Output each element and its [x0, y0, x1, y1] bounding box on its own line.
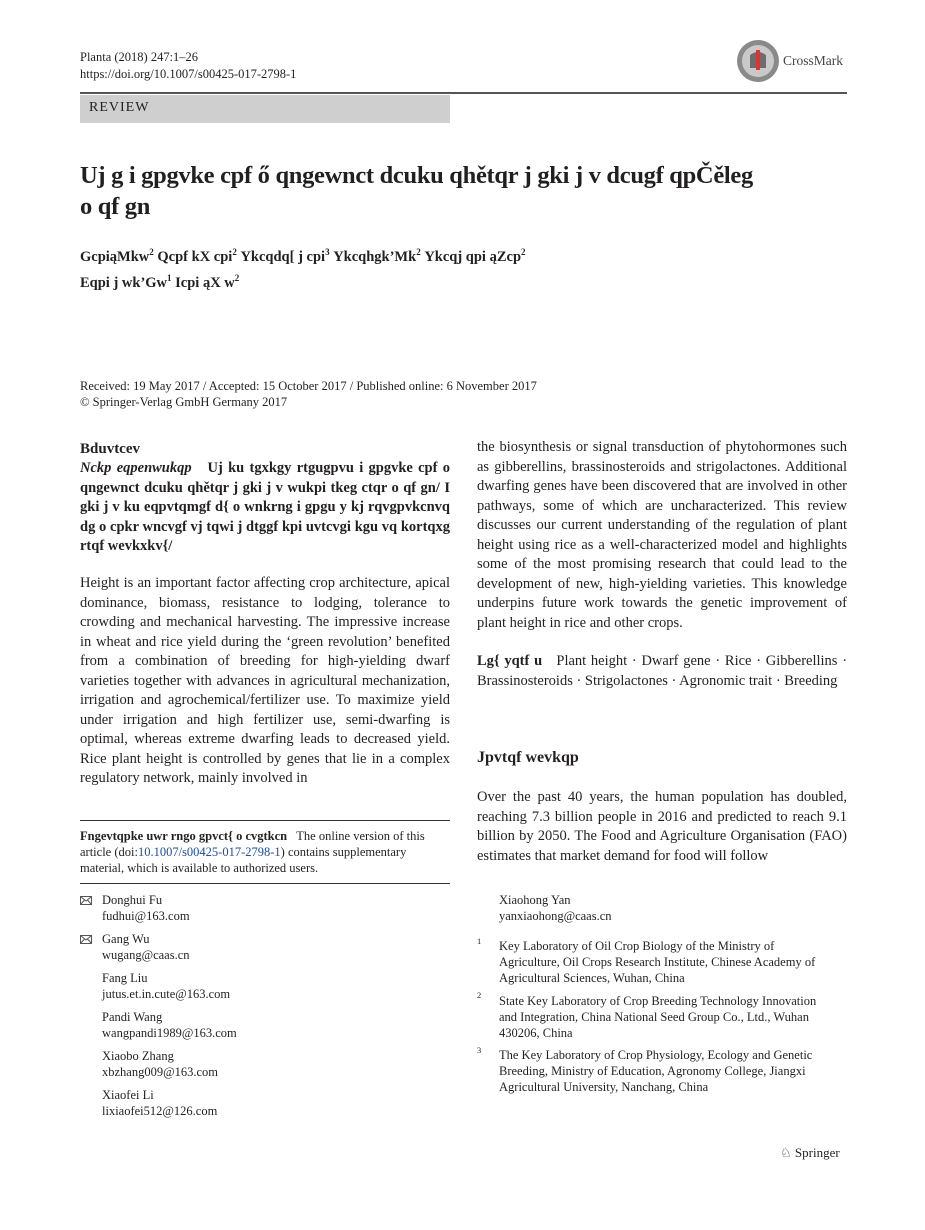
- article-title: [80, 160, 800, 222]
- envelope-icon[interactable]: [80, 935, 92, 944]
- keywords-text: Plant height · Dwarf gene · Rice · Gibberellins · Brassinosteroids · Strigolactones · Agronomic trait · Breeding: [477, 653, 848, 689]
- section-label: REVIEW: [89, 100, 150, 115]
- contact-yan: [499, 892, 612, 924]
- contact-email[interactable]: wugang@caas.cn: [102, 948, 190, 962]
- contact-email[interactable]: xbzhang009@163.com: [102, 1065, 219, 1079]
- introduction-heading: Jpvtqf wevkqp: [477, 749, 579, 766]
- copyright: © Springer-Verlag GmbH Germany 2017: [80, 395, 288, 409]
- contact-fu: [102, 892, 190, 924]
- affiliation-number: 3: [477, 1045, 482, 1055]
- keywords-label: Lg{ yqtf u: [477, 653, 543, 669]
- supplementary-label: Fngevtqpke uwr rngo gpvct{ o cvgtkcn: [80, 829, 288, 843]
- contact-email[interactable]: fudhui@163.com: [102, 909, 190, 923]
- supplementary-text-b: ) contains supplementary material, which is available to authorized users.: [80, 845, 407, 875]
- journal-citation: Planta (2018) 247:1–26: [80, 50, 199, 64]
- springer-horse-icon: ♘: [780, 1145, 792, 1160]
- supplementary-doi-link[interactable]: 10.1007/s00425-017-2798-1: [137, 845, 281, 859]
- contact-name: Donghui Fu: [102, 893, 163, 907]
- affiliation-number: 2: [477, 990, 482, 1000]
- contact-liu: [102, 970, 230, 1002]
- contact-name: Xiaofei Li: [102, 1088, 154, 1102]
- footnote-rule: [80, 820, 450, 821]
- contact-name: Gang Wu: [102, 932, 150, 946]
- crossmark-badge[interactable]: [735, 38, 847, 84]
- affiliation-number: 1: [477, 936, 482, 946]
- publisher-logo: [780, 1145, 840, 1161]
- crossmark-label: CrossMark: [783, 53, 843, 68]
- affiliation-2: State Key Laboratory of Crop Breeding Technology Innovation and Integration, China National Seed Group Co., Ltd., Wuhan 430206, China: [499, 994, 817, 1040]
- contact-zhang: [102, 1048, 218, 1080]
- contact-name: Fang Liu: [102, 971, 148, 985]
- authors-line-1: GcpiąMkw$^2$ Qcpf kX cpi$^2$ Ykcqdq[ j cpi$^3$ Ykcqhgk’Mk$^2$ Ykcqj qpi ąZcp$^2$: [80, 247, 526, 265]
- title-line-2: o qf gn: [80, 193, 151, 220]
- header-rule: [80, 92, 847, 94]
- contact-email[interactable]: yanxiaohong@caas.cn: [499, 909, 612, 923]
- contact-email[interactable]: jutus.et.in.cute@163.com: [102, 987, 231, 1001]
- main-conclusion-text: Uj ku tgxkgy rtgugpvu i gpgvke cpf o qngewnct dcuku qhětqr j gki j v wukpi tkeg ctqr o qf gn/ I gki j v ku eqpvtqmgf d{ o wnkrng i gpgu y kj rqvgpvkcnvq dg o cpkr wncvgf vj tqwi j dtggf kpi uvtcvgi kgu vq kortqxg rtqf wevkxkv{/: [80, 460, 450, 554]
- main-conclusion-label: Nckp eqpenwukqp: [80, 460, 192, 476]
- received-accepted-published: Received: 19 May 2017 / Accepted: 15 October 2017 / Published online: 6 November 2017: [80, 379, 537, 393]
- contact-name: Pandi Wang: [102, 1010, 163, 1024]
- keywords: [477, 652, 847, 691]
- envelope-icon[interactable]: [80, 896, 92, 905]
- author-list: [80, 242, 700, 294]
- contact-wu: [102, 931, 190, 963]
- contact-li: [102, 1087, 217, 1119]
- abstract-heading: Bduvtcev: [80, 441, 140, 457]
- abstract-main-conclusion: [80, 459, 450, 557]
- contact-email[interactable]: wangpandi1989@163.com: [102, 1026, 237, 1040]
- publisher-name: Springer: [794, 1145, 840, 1160]
- title-line-1: Uj g i gpgvke cpf ő qngewnct dcuku qhětqr j gki j v dcugf qpČěleg: [80, 162, 753, 189]
- contact-name: Xiaohong Yan: [499, 893, 571, 907]
- contact-name: Xiaobo Zhang: [102, 1049, 174, 1063]
- authors-line-2: Eqpi j wk’Gw$^1$ Icpi ąX $w^2$: [80, 272, 240, 291]
- contact-email[interactable]: lixiaofei512@126.com: [102, 1104, 218, 1118]
- introduction-text: Over the past 40 years, the human population has doubled, reaching 7.3 billion people in 2016 and predicted to reach 9.1 billion by 2050. The Food and Agriculture Organisation (FAO) estimates that market demand for food will follow: [477, 789, 847, 864]
- supplementary-text-a: The online version of this article (doi:: [80, 829, 425, 859]
- doi-link[interactable]: https://doi.org/10.1007/s00425-017-2798-1: [80, 67, 297, 81]
- affiliation-3: The Key Laboratory of Crop Physiology, Ecology and Genetic Breeding, Ministry of Education, Agronomy College, Jiangxi Agricultural University, Nanchang, China: [499, 1048, 813, 1094]
- supplementary-note: [80, 828, 450, 876]
- affiliation-1: Key Laboratory of Oil Crop Biology of the Ministry of Agriculture, Oil Crops Research Institute, Chinese Academy of Agricultural Sciences, Wuhan, China: [499, 939, 816, 985]
- abstract-body-continued: the biosynthesis or signal transduction of phytohormones such as gibberellins, brassinosteroids and strigolactones. Additional dwarfing genes have been discovered that are involved in other pathways, some of which are uncharacterized. This review discusses our current understanding of the regulation of plant height using rice as a well-characterized model and highlights some of the most promising research that could lead to the development of new, high-yielding varieties. This knowledge underpins future work towards the genetic improvement of plant height in rice and other crops.: [477, 439, 847, 631]
- contact-wang: [102, 1009, 237, 1041]
- publication-dates: [80, 378, 680, 410]
- crossmark-icon: [735, 38, 781, 84]
- abstract-body: Height is an important factor affecting crop architecture, apical dominance, biomass, resistance to lodging, tolerance to crowding and mechanical harvesting. The impressive increase in wheat and rice yield during the ‘green revolution’ benefited from a combination of breeding for high-yielding dwarf varieties together with advances in agricultural mechanization, irrigation and agrochemical/fertilizer use. To maximize yield under irrigation and high fertilizer use, semi-dwarfing is optimal, whereas extreme dwarfing leads to decreased yield. Rice plant height is controlled by genes that lie in a complex regulatory network, mainly involved in: [80, 575, 450, 786]
- contacts-rule: [80, 883, 450, 884]
